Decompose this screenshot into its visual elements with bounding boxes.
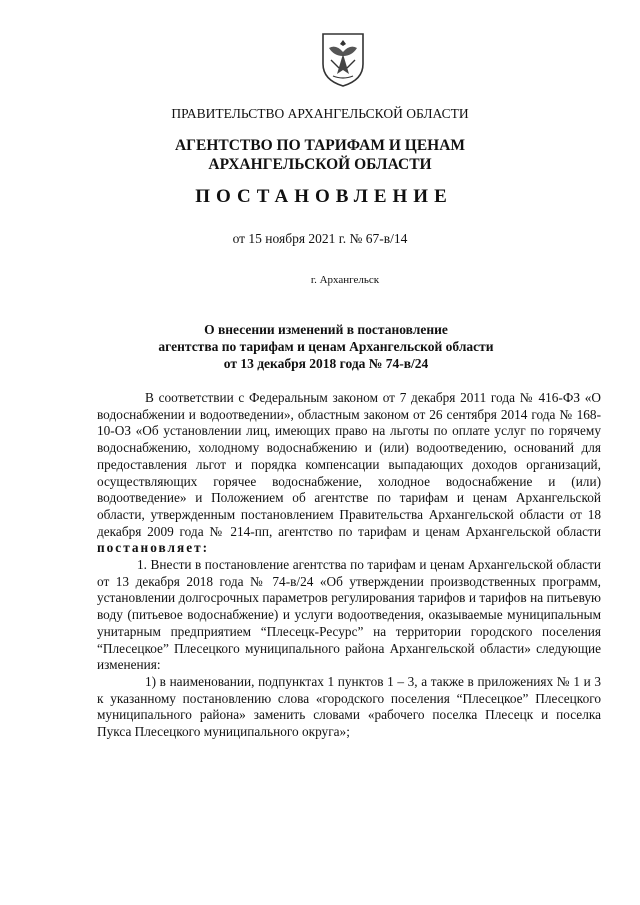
agency-name	[0, 136, 640, 174]
document-body	[97, 390, 601, 741]
item-1-paragraph: 1. Внести в постановление агентства по тарифам и ценам Архангельской области от 13 декабря 2018 года № 74-в/24 «Об утверждении производственных программ, установлении долгосрочных параметров регулирования тарифов и тарифов на питьевую воду (питьевое водоснабжение) и услуги водоотведения, оказываемые муниципальным унитарным предприятием “Плесецк-Ресурс” на территории городского поселения “Плесецкое” Плесецкого муниципального района Архангельской области» следующие изменения:	[97, 557, 601, 673]
subject-line3: от 13 декабря 2018 года № 74-в/24	[223, 356, 429, 371]
subject-line2: агентства по тарифам и ценам Архангельской области	[158, 339, 494, 354]
decree-word: постановляет:	[97, 540, 210, 556]
subject-line1: О внесении изменений в постановление	[204, 322, 448, 337]
document-city: г. Архангельск	[310, 274, 380, 286]
agency-name-line2: АРХАНГЕЛЬСКОЙ ОБЛАСТИ	[208, 156, 432, 173]
preamble-paragraph	[97, 390, 601, 557]
document-subject	[6, 321, 640, 372]
document-type-title: ПОСТАНОВЛЕНИЕ	[195, 186, 453, 207]
government-name: ПРАВИТЕЛЬСТВО АРХАНГЕЛЬСКОЙ ОБЛАСТИ	[171, 106, 469, 121]
document-date-number: от 15 ноября 2021 г. № 67-в/14	[232, 231, 408, 246]
agency-name-line1: АГЕНТСТВО ПО ТАРИФАМ И ЦЕНАМ	[174, 137, 466, 154]
coat-of-arms-emblem	[319, 30, 367, 88]
subitem-1-paragraph: 1) в наименовании, подпунктах 1 пунктов 1 – 3, а также в приложениях № 1 и 3 к указанному постановлению слова «городского поселения “Плесецкое” Плесецкого муниципального района» заменить словами «рабочего поселка Плесецк и поселка Пукса Плесецкого муниципального округа»;	[97, 673, 601, 740]
preamble-text: В соответствии с Федеральным законом от 7 декабря 2011 года № 416-ФЗ «О водоснабжении и водоотведении», областным законом от 26 сентября 2014 года № 168-10-ОЗ «Об установлении лиц, имеющих право на льготы по оплате услуг по горячему водоснабжению, холодному водоснабжению и (или) водоотведению, оснований для предоставления льгот и порядка компенсации выпадающих доходов организаций, осуществляющих горячее водоснабжение, холодное водоснабжение и (или) водоотведение» и Положением об агентстве по тарифам и ценам Архангельской области, утвержденным постановлением Правительства Архангельской области от 18 декабря 2009 года № 214-пп, агентство по тарифам и ценам Архангельской области	[97, 390, 601, 539]
